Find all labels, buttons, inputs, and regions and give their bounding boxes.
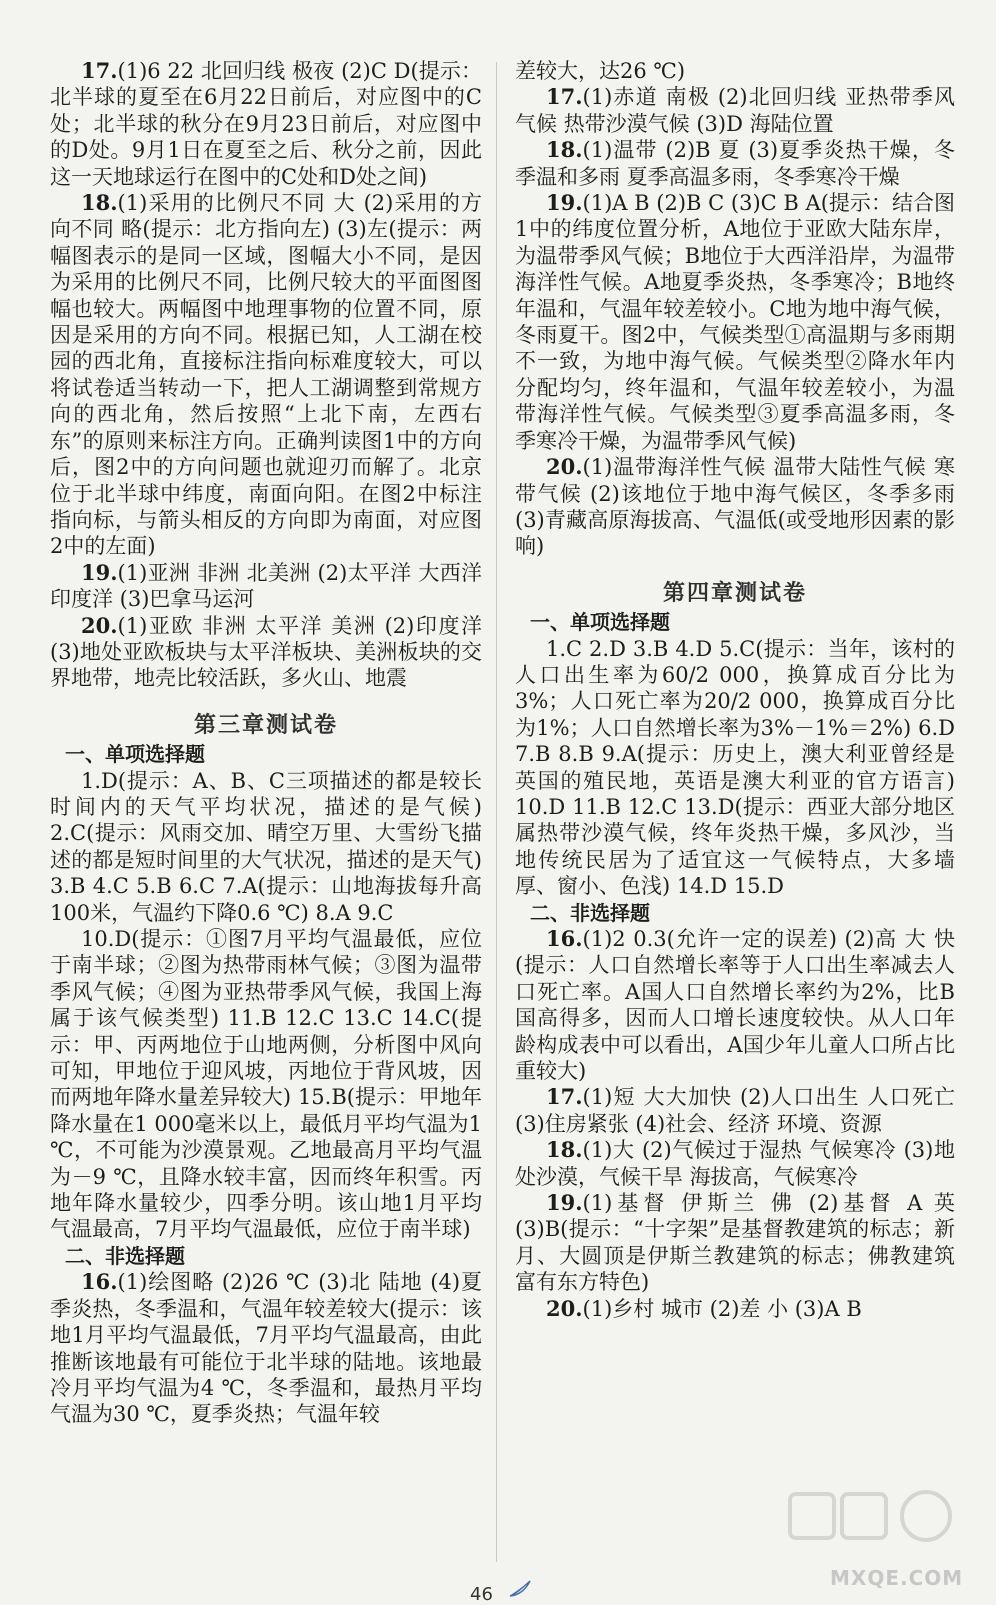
question-number: 20. [81, 612, 118, 638]
answer-item [515, 1296, 955, 1322]
answer-item [50, 613, 482, 692]
answer-item [515, 1190, 955, 1296]
answer-text: (1)采用的比例尺不同 大 (2)采用的方向不同 略(提示：北方指向左) (3)左(提示：两幅图表示的是同一区域，图幅大小不同，是因为采用的比例尺不同，比例尺较大的平面图图幅也较大。两幅图中地理事物的位置不同，原因是采用的方向不同。根据已知，人工湖在校园的西北角，直接标注指向标难度较大，可以将试卷适当转动一下，把人工湖调整到常规方向的西北角，然后按照“上北下南，左西右东”的原则来标注方向。正确判读图1中的方向后，图2中的方向问题也就迎刃而解了。北京位于北半球中纬度，南面向阳。在图2中标注指向标，与箭头相反的方向即为南面，对应图2中的左面) [50, 191, 482, 559]
answer-item [515, 137, 955, 190]
answer-item [515, 1084, 955, 1137]
answer-text: (1)6 22 北回归线 极夜 (2)C D(提示：北半球的夏至在6月22日前后，对应图中的C处；北半球的秋分在9月23日前后，对应图中的D处。9月1日在夏至之后、秋分之前，因此这一天地球运行在图中的C处和D处之间) [50, 59, 482, 189]
question-number: 18. [546, 137, 583, 163]
answer-text: (1)赤道 南极 (2)北回归线 亚热带季风气候 热带沙漠气候 (3)D 海陆位置 [515, 85, 955, 136]
answer-text: (1)A B (2)B C (3)C B A(提示：结合图1中的纬度位置分析，A地位于亚欧大陆东岸，为温带季风气候；B地位于大西洋沿岸，为温带海洋性气候。A地夏季炎热，冬季寒冷；B地终年温和，气温年较差较小。C地为地中海气候，冬雨夏干。图2中，气候类型①高温期与多雨期不一致，为地中海气候。气候类型②降水年内分配均匀，终年温和，气温年较差较小，为温带海洋性气候。气候类型③夏季高温多雨，冬季寒冷干燥，为温带季风气候) [515, 191, 955, 453]
chapter-title: 第三章测试卷 [193, 711, 338, 738]
question-number: 19. [81, 559, 118, 585]
column-divider [496, 62, 497, 1562]
question-number: 16. [81, 1269, 118, 1295]
answer-item [515, 84, 955, 137]
answer-paragraph: 1.C 2.D 3.B 4.D 5.C(提示：当年，该村的人口出生率为60/2 000，换算成百分比为3%；人口死亡率为20/2 000，换算成百分比为1%；人口自然增长率为3%－1%＝2%) 6.D 7.B 8.B 9.A(提示：历史上，澳大利亚曾经是英国的殖民地，英语是澳大利亚的官方语言) 10.D 11.B 12.C 13.D(提示：西亚大部分地区属热带沙漠气候，终年炎热干燥，多风沙，当地传统民居为了适宜这一气候特点，大多墙厚、窗小、色浅) 14.D 15.D [515, 636, 955, 899]
answer-text: (1)大 (2)气候过于湿热 气候寒冷 (3)地处沙漠，气候干旱 海拔高，气候寒冷 [515, 1138, 955, 1189]
question-number: 16. [546, 926, 583, 951]
left-column [50, 58, 482, 1428]
answer-text: (1)亚欧 非洲 太平洋 美洲 (2)印度洋 (3)地处亚欧板块与太平洋板块、美洲板块的交界地带，地壳比较活跃，多火山、地震 [50, 613, 482, 691]
answer-paragraph: 1.D(提示：A、B、C三项描述的都是较长时间内的天气平均状况，描述的是气候) 2.C(提示：风雨交加、晴空万里、大雪纷飞描述的都是短时间里的大气状况，描述的是天气) 3.B 4.C 5.B 6.C 7.A(提示：山地海拔每升高100米，气温约下降0.6 ℃) 8.A 9.C [50, 768, 482, 925]
right-column [515, 58, 955, 1322]
question-number: 17. [546, 1084, 583, 1110]
answer-text: (1)温带海洋性气候 温带大陆性气候 寒带气候 (2)该地位于地中海气候区，冬季多雨 (3)青藏高原海拔高、气温低(或受地形因素的影响) [515, 455, 955, 559]
answer-text: (1)2 0.3(允许一定的误差) (2)高 大 快(提示：人口自然增长率等于人口出生率减去人口死亡率。A国人口自然增长率约为2%，比B国高得多，因而人口增长速度较快。从人口年龄构成表中可以看出，A国少年儿童人口所占比重较大) [515, 927, 955, 1084]
section-heading: 一、单项选择题 [530, 610, 670, 635]
answer-item [515, 454, 955, 560]
answer-text: (1)温带 (2)B 夏 (3)夏季炎热干燥，冬季温和多雨 夏季高温多雨，冬季寒冷干燥 [515, 138, 955, 189]
answer-text: (1)乡村 城市 (2)差 小 (3)A B [582, 1296, 862, 1321]
section-heading: 二、非选择题 [530, 900, 650, 925]
answer-item [515, 926, 955, 1084]
answer-item [50, 1269, 482, 1427]
answer-item [515, 1137, 955, 1190]
answer-item [50, 560, 482, 613]
watermark-logo-icon [786, 1488, 966, 1558]
answer-text: (1)亚洲 非洲 北美洲 (2)太平洋 大西洋 印度洋 (3)巴拿马运河 [50, 560, 482, 612]
answer-text: (1)绘图略 (2)26 ℃ (3)北 陆地 (4)夏季炎热，冬季温和，气温年较差较大(提示：该地1月平均气温最低，7月平均气温最高，由此推断该地最有可能位于北半球的陆地。该地最冷月平均气温为4 ℃，冬季温和，最热月平均气温为30 ℃，夏季炎热；气温年较 [50, 1270, 482, 1427]
answer-item [50, 190, 482, 560]
question-number: 19. [546, 190, 583, 216]
continued-text: 差较大，达26 ℃) [515, 59, 686, 83]
answer-item [50, 58, 482, 190]
page-number: 46 [470, 1584, 493, 1605]
question-number: 20. [546, 454, 583, 480]
section-heading: 二、非选择题 [65, 1243, 185, 1268]
question-number: 17. [81, 58, 118, 83]
watermark-site: MXQE.COM [830, 1566, 964, 1590]
leaf-icon [508, 1580, 532, 1598]
section-heading: 一、单项选择题 [65, 742, 205, 767]
answer-text: (1)基督 伊斯兰 佛 (2)基督 A 英 (3)B(提示：“十字架”是基督教建筑的标志；新月、大圆顶是伊斯兰教建筑的标志；佛教建筑富有东方特色) [515, 1191, 955, 1295]
question-number: 20. [546, 1295, 583, 1321]
answer-paragraph: 10.D(提示：①图7月平均气温最低，应位于南半球；②图为热带雨林气候；③图为温带季风气候；④图为亚热带季风气候，我国上海属于该气候类型) 11.B 12.C 13.C 14.C(提示：甲、丙两地位于山地两侧，分析图中风向可知，甲地位于迎风坡，丙地位于背风坡，因而两地年降水量差异较大) 15.B(提示：甲地年降水量在1 000毫米以上，最低月平均气温为1 ℃，不可能为沙漠景观。乙地最高月平均气温为－9 ℃，且降水较丰富，因而终年积雪。丙地年降水量较少，四季分明。该山地1月平均气温最高，7月平均气温最低，应位于南半球) [50, 927, 482, 1242]
question-number: 17. [546, 84, 583, 110]
question-number: 18. [81, 190, 118, 216]
answer-item [515, 190, 955, 454]
question-number: 18. [546, 1137, 583, 1163]
chapter-title: 第四章测试卷 [662, 579, 807, 606]
question-number: 19. [546, 1190, 583, 1216]
answer-text: (1)短 大大加快 (2)人口出生 人口死亡 (3)住房紧张 (4)社会、经济 环境、资源 [515, 1085, 955, 1136]
